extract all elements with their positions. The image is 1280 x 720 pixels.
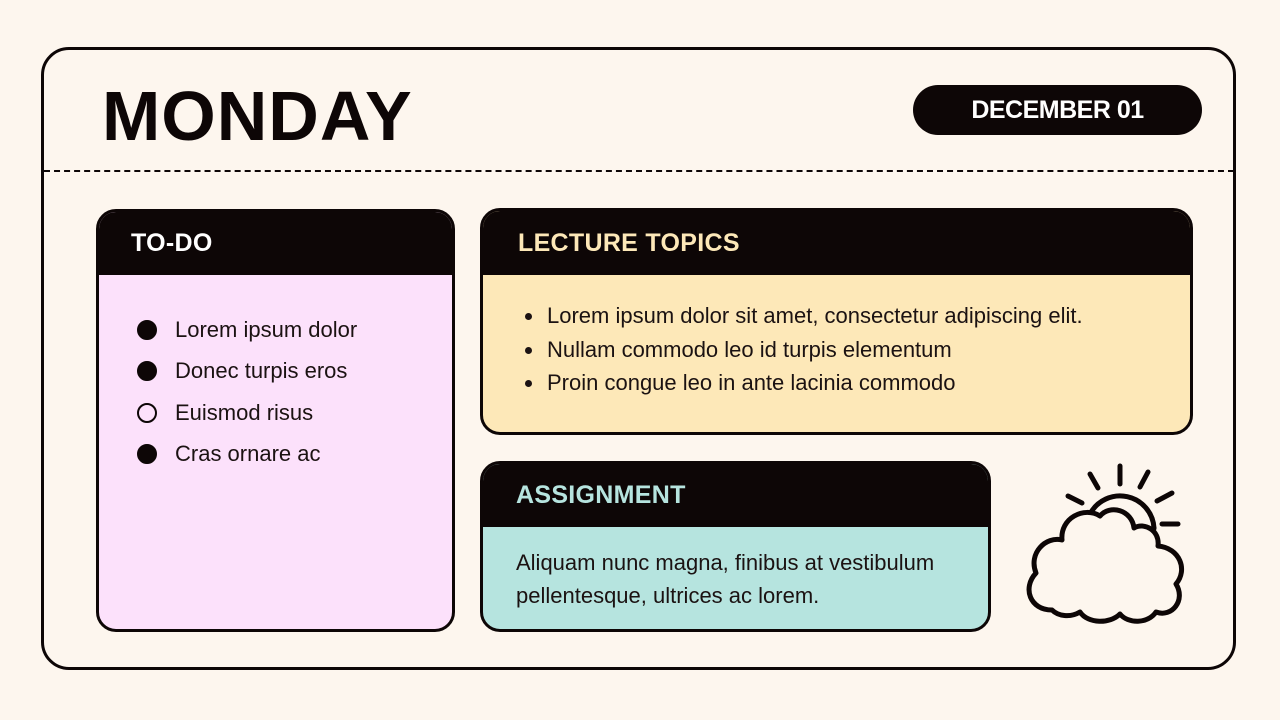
assignment-card: [480, 461, 991, 632]
assignment-title: ASSIGNMENT: [483, 464, 988, 527]
checked-bullet-icon[interactable]: [137, 444, 157, 464]
lecture-topic-item: • Nullam commodo leo id turpis elementum: [545, 333, 1190, 367]
sun-ray: [1157, 493, 1172, 501]
checked-bullet-icon[interactable]: [137, 320, 157, 340]
todo-item-label: Lorem ipsum dolor: [175, 316, 358, 342]
lecture-topics-list: [483, 275, 1190, 400]
todo-item[interactable]: [137, 309, 452, 351]
sun-ray: [1068, 496, 1082, 503]
todo-item-label: Cras ornare ac: [175, 441, 321, 467]
lecture-topics-title: LECTURE TOPICS: [483, 211, 1190, 275]
sun-ray: [1140, 472, 1148, 487]
unchecked-bullet-icon[interactable]: [137, 403, 157, 423]
lecture-topic-item: • Lorem ipsum dolor sit amet, consectetur adipiscing elit.: [545, 299, 1190, 333]
lecture-topic-item: • Proin congue leo in ante lacinia commodo: [545, 366, 1190, 400]
todo-item-label: Euismod risus: [175, 399, 314, 425]
todo-item[interactable]: [137, 392, 452, 434]
todo-list: [99, 275, 452, 475]
checked-bullet-icon[interactable]: [137, 361, 157, 381]
assignment-text: Aliquam nunc magna, finibus at vestibulum pellentesque, ultrices ac lorem.: [516, 550, 935, 608]
lecture-topics-card: [480, 208, 1193, 435]
sun-ray: [1090, 474, 1098, 488]
sun-behind-cloud-icon: [1018, 458, 1193, 628]
date-badge: DECEMBER 01: [913, 85, 1202, 135]
todo-item[interactable]: [137, 434, 452, 476]
todo-title: TO-DO: [99, 212, 452, 275]
todo-item[interactable]: [137, 351, 452, 393]
day-title: MONDAY: [102, 77, 413, 155]
header-divider: [44, 170, 1234, 172]
todo-item-label: Donec turpis eros: [175, 358, 348, 384]
todo-card: [96, 209, 455, 632]
cloud-shape: [1029, 510, 1182, 622]
